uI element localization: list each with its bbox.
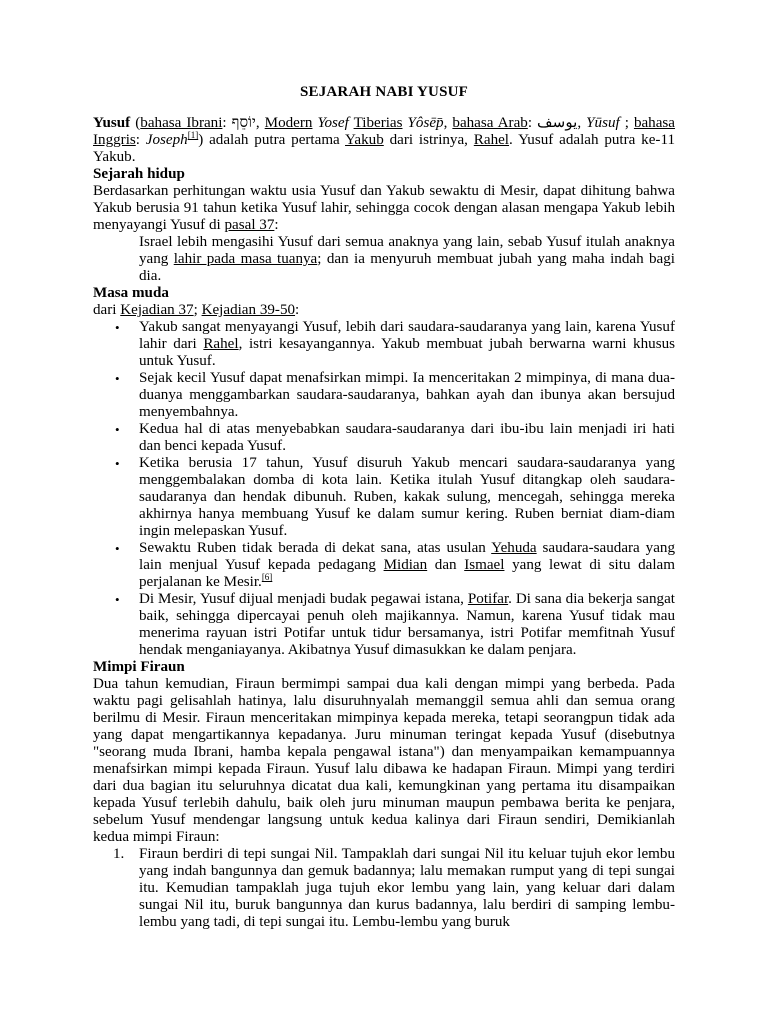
text: ;: [193, 302, 202, 318]
text: ,: [443, 115, 453, 131]
link-yehuda[interactable]: Yehuda: [491, 540, 537, 556]
text: : יוֹסֵף,: [222, 115, 265, 131]
block-quote: [139, 234, 675, 285]
text: Di Mesir, Yusuf dijual menjadi budak pegawai istana,: [139, 591, 468, 607]
text: dari: [93, 302, 121, 318]
mimpi-list: [93, 846, 675, 931]
link-kejadian-39-50[interactable]: Kejadian 39-50: [201, 302, 296, 318]
intro-joseph: Joseph: [145, 132, 188, 148]
intro-yosef: Yosef: [317, 115, 349, 131]
intro-yusuf: Yusuf: [93, 115, 131, 131]
list-item: • Kedua hal di atas menyebabkan saudara-saudaranya dari ibu-ibu lain menjadi iri hati dan benci kepada Yusuf.: [139, 421, 675, 455]
link-midian[interactable]: Midian: [383, 557, 428, 573]
link-rahel-2[interactable]: Rahel: [203, 336, 239, 352]
heading-mimpi-firaun: Mimpi Firaun: [93, 659, 185, 675]
text: : يوسف,: [527, 115, 587, 131]
sejarah-paragraph: [93, 183, 675, 234]
text: (: [130, 115, 141, 131]
link-pasal-37[interactable]: pasal 37: [224, 217, 275, 233]
link-bahasa-ibrani[interactable]: bahasa Ibrani: [140, 115, 223, 131]
link-kejadian-37[interactable]: Kejadian 37: [120, 302, 194, 318]
text: :: [274, 217, 279, 233]
text: :: [295, 302, 300, 318]
list-number: 1.: [113, 846, 125, 862]
heading-masa-muda: Masa muda: [93, 285, 169, 301]
text: :: [135, 132, 146, 148]
text: dan: [427, 557, 465, 573]
link-ismael[interactable]: Ismael: [464, 557, 505, 573]
list-item: • Ketika berusia 17 tahun, Yusuf disuruh Yakub mencari saudara-saudaranya yang menggembalakan domba di kota lain. Ketika itulah Yusuf ditangkap oleh saudara-saudaranya dan hendak dibunuh. Ruben, kakak sulung, mencegah, sehingga mereka akhirnya hanya membuang Yusuf ke dalam sumur kering. Ruben berniat diam-diam ingin melepaskan Yusuf.: [139, 455, 675, 540]
link-rahel[interactable]: Rahel: [473, 132, 510, 148]
heading-sejarah-hidup: Sejarah hidup: [93, 166, 185, 182]
list-item: • Sejak kecil Yusuf dapat menafsirkan mimpi. Ia menceritakan 2 mimpinya, di mana dua-duanya menggambarkan saudara-saudaranya, bahkan ayah dan ibunya akan bersujud menyembahnya.: [139, 370, 675, 421]
text: , istri kesayangannya. Yakub membuat jubah berwarna warni khusus untuk Yusuf.: [139, 336, 675, 369]
link-yakub[interactable]: Yakub: [345, 132, 384, 148]
link-tiberias[interactable]: Tiberias: [353, 115, 403, 131]
text: Yakub sangat menyayangi Yusuf, lebih dari saudara-saudaranya yang lain, karena Yusuf lahir dari: [139, 319, 675, 352]
list-item: [139, 319, 675, 370]
intro-yusuf-arab: Yūsuf: [586, 115, 620, 131]
list-item: [139, 540, 675, 591]
ref-link-6[interactable]: [6]: [261, 571, 273, 582]
text: dari istrinya,: [383, 132, 474, 148]
link-lahir-pada-masa-tuanya[interactable]: lahir pada masa tuanya: [173, 251, 318, 267]
document-title: SEJARAH NABI YUSUF: [299, 84, 469, 100]
text: Berdasarkan perhitungan waktu usia Yusuf dan Yakub sewaktu di Mesir, dapat dihitung bahwa Yakub berusia 91 tahun ketika Yusuf lahir, sehingga cocok dengan alasan mengapa Yakub lebih menyayangi Yusuf di: [93, 183, 675, 233]
text: saudara-saudara yang lain menjual Yusuf kepada pedagang: [139, 540, 675, 573]
text: . Di sana dia bekerja sangat baik, sehingga dipercayai penuh oleh majikannya. Namun, karena Yusuf tidak mau menerima rayuan istri Potifar untuk tidur bersamanya, istri Potifar memfitnah Yusuf hendak menganiayanya. Akibatnya Yusuf dimasukkan ke dalam penjara.: [139, 591, 675, 658]
masa-muda-list: [93, 319, 675, 659]
text: Firaun berdiri di tepi sungai Nil. Tampaklah dari sungai Nil itu keluar tujuh ekor lembu yang indah bangunnya dan gemuk badannya; lalu memakan rumput yang di tepi sungai itu. Kemudian tampaklah juga tujuh ekor lembu yang lain, yang keluar dari dalam sungai Nil itu, buruk bangunnya dan kurus badannya, lalu berdiri di samping lembu-lembu yang tadi, di tepi sungai itu. Lembu-lembu yang buruk: [139, 846, 675, 930]
link-bahasa-arab[interactable]: bahasa Arab: [452, 115, 528, 131]
intro-yosep: Yôsēp̄: [407, 115, 444, 131]
text: ; dan ia menyuruh membuat jubah yang maha indah bagi dia.: [139, 251, 675, 284]
text: yang lewat di situ dalam perjalanan ke Mesir.: [139, 557, 675, 590]
text: . Yusuf adalah putra ke-11 Yakub.: [93, 132, 675, 165]
intro-paragraph: [93, 115, 675, 166]
masa-muda-source: [93, 302, 675, 319]
text: ;: [619, 115, 634, 131]
link-bahasa-inggris[interactable]: bahasa Inggris: [93, 115, 676, 148]
text: Sewaktu Ruben tidak berada di dekat sana, atas usulan: [139, 540, 492, 556]
text: ) adalah putra pertama: [198, 132, 346, 148]
text: Israel lebih mengasihi Yusuf dari semua anaknya yang lain, sebab Yusuf itulah anaknya yang: [139, 234, 675, 267]
ref-link-1[interactable]: [1]: [187, 129, 199, 140]
link-modern[interactable]: Modern: [264, 115, 313, 131]
link-potifar[interactable]: Potifar: [467, 591, 509, 607]
mimpi-paragraph: Dua tahun kemudian, Firaun bermimpi sampai dua kali dengan mimpi yang berbeda. Pada waktu pagi gelisahlah hatinya, lalu disuruhnyalah memanggil semua ahli dan semua orang berilmu di Mesir. Firaun menceritakan mimpinya kepada mereka, tetapi seorangpun tidak ada yang dapat mengartikannya kepadanya. Juru minuman teringat kepada Yusuf (disebutnya "seorang muda Ibrani, hamba kepala pengawal istana") dan menyampaikan kemampuannya menafsirkan mimpi kepada Firaun. Yusuf lalu dibawa ke hadapan Firaun. Mimpi yang terdiri dari dua bagian itu seluruhnya dicatat dua kali, kemungkinan yang pertama itu disampaikan kepada Yusuf terlebih dahulu, baik oleh juru minuman maupun pembawa berita ke penjara, sebelum Yusuf mendengar langsung untuk kedua kalinya dari Firaun sendiri, Demikianlah kedua mimpi Firaun:: [93, 676, 675, 845]
list-item: [139, 591, 675, 659]
list-item: [113, 846, 675, 931]
